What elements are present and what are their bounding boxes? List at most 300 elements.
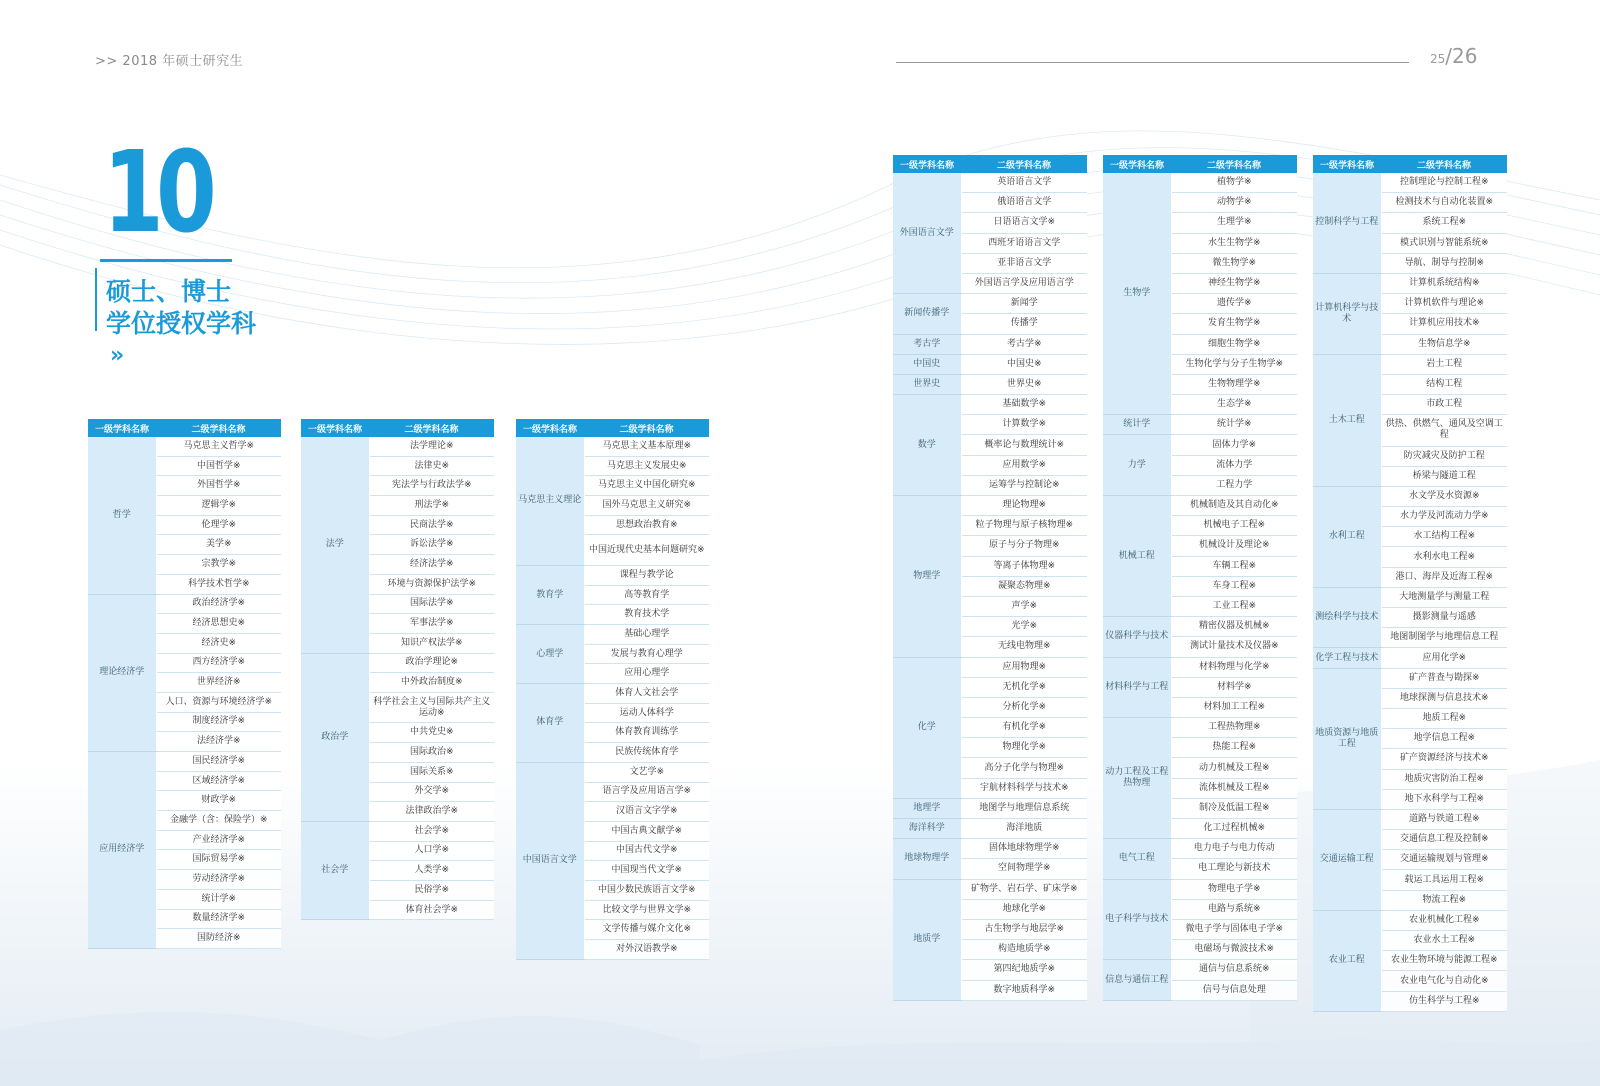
level2-discipline: 中外政治制度※ — [369, 673, 494, 693]
level2-discipline: 基础心理学 — [584, 625, 709, 645]
level2-discipline: 道路与铁道工程※ — [1381, 809, 1507, 829]
level2-discipline: 地球探测与信息技术※ — [1381, 688, 1507, 708]
col-header-level2: 二级学科名称 — [584, 419, 709, 437]
table-row — [1103, 415, 1297, 435]
level2-discipline: 电力电子与电力传动 — [1171, 839, 1297, 859]
header-breadcrumb: >> 2018 年硕士研究生 — [95, 54, 244, 69]
level1-discipline: 中国语言文学 — [516, 762, 584, 959]
table-row — [1103, 657, 1297, 677]
table-row — [1103, 839, 1297, 859]
table-row — [1103, 879, 1297, 899]
level2-discipline: 材料加工工程※ — [1171, 697, 1297, 717]
chapter-underline — [100, 259, 232, 262]
col-header-level1: 一级学科名称 — [893, 155, 961, 173]
table-row — [1103, 173, 1297, 193]
level2-discipline: 新闻学 — [961, 294, 1087, 314]
table-row — [893, 496, 1087, 516]
level2-discipline: 桥梁与隧道工程 — [1381, 466, 1507, 486]
level2-discipline: 国际贸易学※ — [156, 850, 281, 870]
level2-discipline: 国际关系※ — [369, 762, 494, 782]
table-row — [301, 653, 494, 673]
col-header-level1: 一级学科名称 — [1103, 155, 1171, 173]
level2-discipline: 矿产普查与勘探※ — [1381, 668, 1507, 688]
level2-discipline: 经济法学※ — [369, 555, 494, 575]
table-row — [88, 752, 281, 772]
level1-discipline: 化学工程与技术 — [1313, 648, 1381, 668]
level2-discipline: 知识产权法学※ — [369, 633, 494, 653]
level2-discipline: 制冷及低温工程※ — [1171, 798, 1297, 818]
level2-discipline: 民族传统体育学 — [584, 743, 709, 763]
level2-discipline: 伦理学※ — [156, 515, 281, 535]
level2-discipline: 矿产资源经济与技术※ — [1381, 749, 1507, 769]
level2-discipline: 港口、海岸及近海工程※ — [1381, 567, 1507, 587]
level2-discipline: 摄影测量与遥感 — [1381, 608, 1507, 628]
level2-discipline: 刑法学※ — [369, 496, 494, 516]
level2-discipline: 信号与信息处理 — [1171, 980, 1297, 1000]
level2-discipline: 应用化学※ — [1381, 648, 1507, 668]
table-row — [893, 839, 1087, 859]
table-row — [301, 437, 494, 456]
level2-discipline: 运筹学与控制论※ — [961, 475, 1087, 495]
level2-discipline: 科学社会主义与国际共产主义运动※ — [369, 692, 494, 723]
level2-discipline: 思想政治教育※ — [584, 515, 709, 535]
table-row — [1313, 910, 1507, 930]
table-row — [516, 565, 709, 585]
level2-discipline: 比较文学与世界文学※ — [584, 900, 709, 920]
level2-discipline: 数字地质科学※ — [961, 980, 1087, 1000]
level2-discipline: 经济史※ — [156, 633, 281, 653]
level2-discipline: 农业水土工程※ — [1381, 931, 1507, 951]
level2-discipline: 车辆工程※ — [1171, 556, 1297, 576]
level2-discipline: 文艺学※ — [584, 762, 709, 782]
level1-discipline: 地质资源与地质工程 — [1313, 668, 1381, 809]
chapter-number: 10 — [103, 128, 209, 258]
level1-discipline: 考古学 — [893, 334, 961, 354]
level2-discipline: 导航、制导与控制※ — [1381, 253, 1507, 273]
level2-discipline: 马克思主义基本原理※ — [584, 437, 709, 456]
level1-discipline: 交通运输工程 — [1313, 809, 1381, 910]
level2-discipline: 水生生物学※ — [1171, 233, 1297, 253]
level2-discipline: 大地测量学与测量工程 — [1381, 587, 1507, 607]
col-header-level2: 二级学科名称 — [156, 419, 281, 437]
level2-discipline: 金融学（含：保险学）※ — [156, 811, 281, 831]
level2-discipline: 分析化学※ — [961, 697, 1087, 717]
level2-discipline: 水利水电工程※ — [1381, 547, 1507, 567]
level2-discipline: 仿生科学与工程※ — [1381, 991, 1507, 1011]
col-header-level2: 二级学科名称 — [961, 155, 1087, 173]
col-header-level2: 二级学科名称 — [1381, 155, 1507, 173]
level2-discipline: 制度经济学※ — [156, 712, 281, 732]
level2-discipline: 政治经济学※ — [156, 594, 281, 614]
level1-discipline: 力学 — [1103, 435, 1171, 496]
level2-discipline: 法经济学※ — [156, 732, 281, 752]
level2-discipline: 发展与教育心理学 — [584, 644, 709, 664]
level2-discipline: 统计学※ — [1171, 415, 1297, 435]
title-arrow-icon: » — [110, 343, 125, 368]
level1-discipline: 世界史 — [893, 374, 961, 394]
level1-discipline: 统计学 — [1103, 415, 1171, 435]
level2-discipline: 国外马克思主义研究※ — [584, 496, 709, 516]
level2-discipline: 统计学※ — [156, 889, 281, 909]
level1-discipline: 地理学 — [893, 798, 961, 818]
level2-discipline: 科学技术哲学※ — [156, 574, 281, 594]
level2-discipline: 机械制造及其自动化※ — [1171, 496, 1297, 516]
table-row — [893, 798, 1087, 818]
col-header-level2: 二级学科名称 — [369, 419, 494, 437]
level2-discipline: 民俗学※ — [369, 880, 494, 900]
table-row — [1313, 173, 1507, 193]
table-row — [1313, 273, 1507, 293]
level2-discipline: 生态学※ — [1171, 395, 1297, 415]
col-header-level1: 一级学科名称 — [301, 419, 369, 437]
level1-discipline: 仪器科学与技术 — [1103, 617, 1171, 657]
level2-discipline: 政治学理论※ — [369, 653, 494, 673]
page-current: 25 — [1430, 52, 1446, 66]
level1-discipline: 哲学 — [88, 437, 156, 594]
level2-discipline: 概率论与数理统计※ — [961, 435, 1087, 455]
table-row — [516, 437, 709, 456]
level1-discipline: 动力工程及工程热物理 — [1103, 718, 1171, 839]
level2-discipline: 中国近现代史基本问题研究※ — [584, 535, 709, 566]
level1-discipline: 农业工程 — [1313, 910, 1381, 1011]
level2-discipline: 世界经济※ — [156, 673, 281, 693]
table-row — [893, 879, 1087, 899]
level1-discipline: 计算机科学与技术 — [1313, 273, 1381, 354]
level1-discipline: 信息与通信工程 — [1103, 960, 1171, 1000]
level1-discipline: 控制科学与工程 — [1313, 173, 1381, 273]
level2-discipline: 结构工程 — [1381, 374, 1507, 394]
level2-discipline: 地图学与地理信息系统 — [961, 798, 1087, 818]
level2-discipline: 等离子体物理※ — [961, 556, 1087, 576]
level2-discipline: 机械电子工程※ — [1171, 516, 1297, 536]
level2-discipline: 水文学及水资源※ — [1381, 486, 1507, 506]
level1-discipline: 马克思主义理论 — [516, 437, 584, 565]
table-row — [1313, 486, 1507, 506]
level2-discipline: 控制理论与控制工程※ — [1381, 173, 1507, 193]
level2-discipline: 亚非语言文学 — [961, 253, 1087, 273]
level2-discipline: 固体地球物理学※ — [961, 839, 1087, 859]
level2-discipline: 生理学※ — [1171, 213, 1297, 233]
level2-discipline: 人口、资源与环境经济学※ — [156, 692, 281, 712]
level2-discipline: 海洋地质 — [961, 819, 1087, 839]
discipline-table — [893, 155, 1087, 1001]
table-row — [516, 625, 709, 645]
level2-discipline: 车身工程※ — [1171, 576, 1297, 596]
level1-discipline: 生物学 — [1103, 173, 1171, 415]
level1-discipline: 机械工程 — [1103, 496, 1171, 617]
table-row — [893, 354, 1087, 374]
discipline-table — [1313, 155, 1507, 1012]
level2-discipline: 工业工程※ — [1171, 596, 1297, 616]
table-row — [1103, 435, 1297, 455]
level2-discipline: 农业生物环境与能源工程※ — [1381, 951, 1507, 971]
level2-discipline: 地质工程※ — [1381, 708, 1507, 728]
level2-discipline: 中国少数民族语言文学※ — [584, 880, 709, 900]
level2-discipline: 有机化学※ — [961, 718, 1087, 738]
level2-discipline: 中国史※ — [961, 354, 1087, 374]
level2-discipline: 地下水科学与工程※ — [1381, 789, 1507, 809]
level2-discipline: 岩土工程 — [1381, 354, 1507, 374]
level2-discipline: 微生物学※ — [1171, 253, 1297, 273]
level1-discipline: 体育学 — [516, 684, 584, 763]
level2-discipline: 文学传播与媒介文化※ — [584, 920, 709, 940]
level2-discipline: 生物信息学※ — [1381, 334, 1507, 354]
level2-discipline: 应用物理※ — [961, 657, 1087, 677]
level2-discipline: 马克思主义发展史※ — [584, 456, 709, 476]
level2-discipline: 第四纪地质学※ — [961, 960, 1087, 980]
level2-discipline: 宇航材料科学与技术※ — [961, 778, 1087, 798]
level1-discipline: 中国史 — [893, 354, 961, 374]
table-row — [1103, 960, 1297, 980]
level2-discipline: 交通信息工程及控制※ — [1381, 830, 1507, 850]
level2-discipline: 动力机械及工程※ — [1171, 758, 1297, 778]
level2-discipline: 日语语言文学※ — [961, 213, 1087, 233]
chapter-title — [106, 276, 256, 372]
level2-discipline: 检测技术与自动化装置※ — [1381, 193, 1507, 213]
level2-discipline: 教育技术学 — [584, 605, 709, 625]
level1-discipline: 理论经济学 — [88, 594, 156, 752]
level2-discipline: 外交学※ — [369, 782, 494, 802]
level2-discipline: 水力学及河流动力学※ — [1381, 507, 1507, 527]
level2-discipline: 构造地质学※ — [961, 940, 1087, 960]
table-row — [1313, 668, 1507, 688]
level2-discipline: 计算机系统结构※ — [1381, 273, 1507, 293]
table-row — [893, 395, 1087, 415]
level2-discipline: 法律史※ — [369, 456, 494, 476]
level2-discipline: 材料物理与化学※ — [1171, 657, 1297, 677]
level1-discipline: 物理学 — [893, 496, 961, 658]
level2-discipline: 精密仪器及机械※ — [1171, 617, 1297, 637]
table-row — [893, 657, 1087, 677]
table-row — [1313, 648, 1507, 668]
header-rule — [896, 62, 1409, 63]
level2-discipline: 西方经济学※ — [156, 653, 281, 673]
chapter-title-line1: 硕士、博士 — [106, 277, 232, 306]
level2-discipline: 中国古代文学※ — [584, 841, 709, 861]
level2-discipline: 固体力学※ — [1171, 435, 1297, 455]
level2-discipline: 电磁场与微波技术※ — [1171, 940, 1297, 960]
level1-discipline: 地质学 — [893, 879, 961, 1000]
table-row — [1313, 587, 1507, 607]
level1-discipline: 法学 — [301, 437, 369, 653]
level2-discipline: 西班牙语语言文学 — [961, 233, 1087, 253]
level2-discipline: 粒子物理与原子核物理※ — [961, 516, 1087, 536]
level2-discipline: 空间物理学※ — [961, 859, 1087, 879]
level2-discipline: 国际政治※ — [369, 743, 494, 763]
level2-discipline: 农业机械化工程※ — [1381, 910, 1507, 930]
level2-discipline: 国民经济学※ — [156, 752, 281, 772]
level2-discipline: 物理化学※ — [961, 738, 1087, 758]
level2-discipline: 计算机应用技术※ — [1381, 314, 1507, 334]
level2-discipline: 流体力学 — [1171, 455, 1297, 475]
table-row — [893, 173, 1087, 193]
level1-discipline: 电子科学与技术 — [1103, 879, 1171, 960]
level2-discipline: 人类学※ — [369, 861, 494, 881]
level2-discipline: 俄语语言文学 — [961, 193, 1087, 213]
level2-discipline: 中共党史※ — [369, 723, 494, 743]
page-number — [1430, 44, 1477, 68]
level2-discipline: 国际法学※ — [369, 594, 494, 614]
level2-discipline: 马克思主义中国化研究※ — [584, 476, 709, 496]
level2-discipline: 通信与信息系统※ — [1171, 960, 1297, 980]
level2-discipline: 系统工程※ — [1381, 213, 1507, 233]
level2-discipline: 世界史※ — [961, 374, 1087, 394]
table-row — [1103, 617, 1297, 637]
table-row — [88, 437, 281, 456]
level2-discipline: 材料学※ — [1171, 677, 1297, 697]
level2-discipline: 声学※ — [961, 596, 1087, 616]
level2-discipline: 计算机软件与理论※ — [1381, 294, 1507, 314]
chapter-title-line2: 学位授权学科 — [106, 309, 257, 338]
col-header-level1: 一级学科名称 — [516, 419, 584, 437]
level2-discipline: 物理电子学※ — [1171, 879, 1297, 899]
level2-discipline: 地质灾害防治工程※ — [1381, 769, 1507, 789]
level2-discipline: 数量经济学※ — [156, 909, 281, 929]
level2-discipline: 市政工程 — [1381, 395, 1507, 415]
level2-discipline: 电工理论与新技术 — [1171, 859, 1297, 879]
level2-discipline: 电路与系统※ — [1171, 899, 1297, 919]
level2-discipline: 基础数学※ — [961, 395, 1087, 415]
level2-discipline: 工程热物理※ — [1171, 718, 1297, 738]
level2-discipline: 诉讼法学※ — [369, 535, 494, 555]
level1-discipline: 地球物理学 — [893, 839, 961, 879]
level2-discipline: 无机化学※ — [961, 677, 1087, 697]
level2-discipline: 法学理论※ — [369, 437, 494, 456]
table-row — [893, 819, 1087, 839]
level1-discipline: 教育学 — [516, 565, 584, 624]
table-row — [893, 294, 1087, 314]
level2-discipline: 对外汉语教学※ — [584, 940, 709, 960]
discipline-table — [301, 419, 494, 920]
table-row — [301, 821, 494, 841]
level2-discipline: 课程与教学论 — [584, 565, 709, 585]
level2-discipline: 美学※ — [156, 535, 281, 555]
level2-discipline: 防灾减灾及防护工程 — [1381, 446, 1507, 466]
level2-discipline: 运动人体科学 — [584, 703, 709, 723]
table-row — [516, 762, 709, 782]
col-header-level1: 一级学科名称 — [88, 419, 156, 437]
level2-discipline: 体育社会学※ — [369, 900, 494, 920]
table-row — [1313, 354, 1507, 374]
level2-discipline: 矿物学、岩石学、矿床学※ — [961, 879, 1087, 899]
level2-discipline: 地图制图学与地理信息工程 — [1381, 628, 1507, 648]
level2-discipline: 汉语言文字学※ — [584, 802, 709, 822]
level2-discipline: 应用心理学 — [584, 664, 709, 684]
level2-discipline: 逻辑学※ — [156, 496, 281, 516]
level2-discipline: 生物化学与分子生物学※ — [1171, 354, 1297, 374]
level1-discipline: 土木工程 — [1313, 354, 1381, 486]
level1-discipline: 海洋科学 — [893, 819, 961, 839]
level2-discipline: 交通运输规划与管理※ — [1381, 850, 1507, 870]
level2-discipline: 区域经济学※ — [156, 771, 281, 791]
level2-discipline: 农业电气化与自动化※ — [1381, 971, 1507, 991]
level1-discipline: 测绘科学与技术 — [1313, 587, 1381, 648]
level2-discipline: 工程力学 — [1171, 475, 1297, 495]
level2-discipline: 劳动经济学※ — [156, 870, 281, 890]
level2-discipline: 宪法学与行政法学※ — [369, 476, 494, 496]
level1-discipline: 心理学 — [516, 625, 584, 684]
level2-discipline: 人口学※ — [369, 841, 494, 861]
level1-discipline: 政治学 — [301, 653, 369, 821]
level2-discipline: 传播学 — [961, 314, 1087, 334]
table-row — [1103, 496, 1297, 516]
table-row — [1103, 718, 1297, 738]
level1-discipline: 化学 — [893, 657, 961, 798]
level2-discipline: 古生物学与地层学※ — [961, 919, 1087, 939]
level2-discipline: 国防经济※ — [156, 929, 281, 949]
level2-discipline: 遗传学※ — [1171, 294, 1297, 314]
level2-discipline: 物流工程※ — [1381, 890, 1507, 910]
level1-discipline: 材料科学与工程 — [1103, 657, 1171, 718]
level2-discipline: 无线电物理※ — [961, 637, 1087, 657]
level2-discipline: 光学※ — [961, 617, 1087, 637]
level2-discipline: 模式识别与智能系统※ — [1381, 233, 1507, 253]
level2-discipline: 微电子学与固体电子学※ — [1171, 919, 1297, 939]
level2-discipline: 热能工程※ — [1171, 738, 1297, 758]
col-header-level1: 一级学科名称 — [1313, 155, 1381, 173]
level1-discipline: 社会学 — [301, 821, 369, 919]
level2-discipline: 财政学※ — [156, 791, 281, 811]
level2-discipline: 经济思想史※ — [156, 614, 281, 634]
level2-discipline: 发育生物学※ — [1171, 314, 1297, 334]
level2-discipline: 中国哲学※ — [156, 456, 281, 476]
level2-discipline: 社会学※ — [369, 821, 494, 841]
level2-discipline: 生物物理学※ — [1171, 374, 1297, 394]
level2-discipline: 高分子化学与物理※ — [961, 758, 1087, 778]
level2-discipline: 测试计量技术及仪器※ — [1171, 637, 1297, 657]
level2-discipline: 外国哲学※ — [156, 476, 281, 496]
level2-discipline: 理论物理※ — [961, 496, 1087, 516]
level2-discipline: 英语语言文学 — [961, 173, 1087, 193]
level2-discipline: 地学信息工程※ — [1381, 729, 1507, 749]
level2-discipline: 考古学※ — [961, 334, 1087, 354]
discipline-table — [1103, 155, 1297, 1001]
level2-discipline: 体育教育训练学 — [584, 723, 709, 743]
level2-discipline: 民商法学※ — [369, 515, 494, 535]
level1-discipline: 电气工程 — [1103, 839, 1171, 879]
level2-discipline: 地球化学※ — [961, 899, 1087, 919]
level2-discipline: 计算数学※ — [961, 415, 1087, 435]
level1-discipline: 新闻传播学 — [893, 294, 961, 334]
level2-discipline: 产业经济学※ — [156, 830, 281, 850]
level2-discipline: 载运工具运用工程※ — [1381, 870, 1507, 890]
level2-discipline: 中国古典文献学※ — [584, 821, 709, 841]
level1-discipline: 水利工程 — [1313, 486, 1381, 587]
level2-discipline: 原子与分子物理※ — [961, 536, 1087, 556]
discipline-table — [516, 419, 709, 960]
table-row — [88, 594, 281, 614]
page-total: /26 — [1445, 44, 1478, 68]
level2-discipline: 植物学※ — [1171, 173, 1297, 193]
level2-discipline: 中国现当代文学※ — [584, 861, 709, 881]
table-row — [893, 374, 1087, 394]
level2-discipline: 化工过程机械※ — [1171, 819, 1297, 839]
level2-discipline: 语言学及应用语言学※ — [584, 782, 709, 802]
level2-discipline: 细胞生物学※ — [1171, 334, 1297, 354]
table-row — [1313, 809, 1507, 829]
level2-discipline: 马克思主义哲学※ — [156, 437, 281, 456]
level2-discipline: 机械设计及理论※ — [1171, 536, 1297, 556]
title-bracket — [95, 268, 101, 331]
discipline-table — [88, 419, 281, 949]
level2-discipline: 动物学※ — [1171, 193, 1297, 213]
level2-discipline: 流体机械及工程※ — [1171, 778, 1297, 798]
level2-discipline: 法律政治学※ — [369, 802, 494, 822]
col-header-level2: 二级学科名称 — [1171, 155, 1297, 173]
level2-discipline: 神经生物学※ — [1171, 273, 1297, 293]
level2-discipline: 军事法学※ — [369, 614, 494, 634]
level1-discipline: 外国语言文学 — [893, 173, 961, 294]
